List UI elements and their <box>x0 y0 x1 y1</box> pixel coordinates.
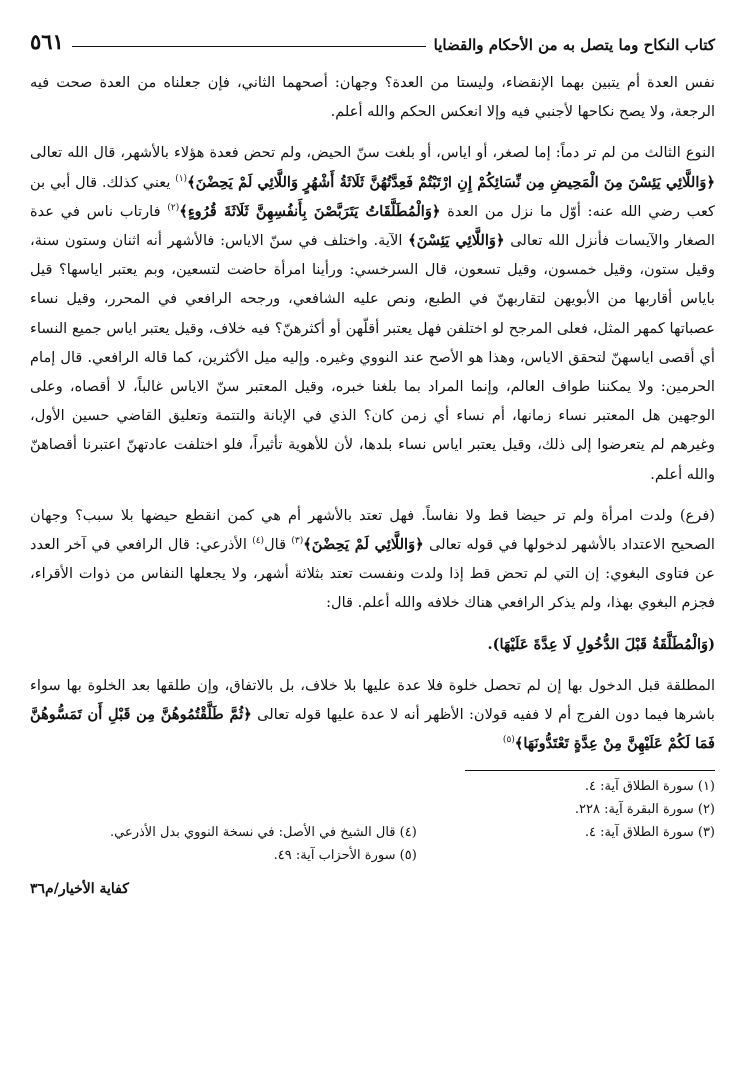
footnote-ref: (٤) <box>252 536 265 547</box>
paragraph <box>30 68 715 126</box>
body-text: الآية. واختلف في سنّ الاياس: فالأشهر أنه اثنان وستون سنة، وقيل ستون، وقيل خمسون، وقيل تسعون، قال السرخسي: ورأينا امرأة حاضت لتسعين، وبم يعتبر اياسها؟ قيل باياس أقاربها من الأبويهن لتقاربهنّ في الطبع، ونص عليه الشافعي، ورجحه الرافعي في المحرر، وقيل نساء عصباتها كمهر المثل، فعلى المرجح لو اختلفن فهل يعتبر أقلّهن أو أكثرهنّ؟ فيه خلاف، وقيل يعتبر اياس جميع النساء أي أقصى اياسهنّ لتحقق الاياس، وهذا هو الأصح عند النووي وغيره. وإليه ميل الأكثرين، كما قاله الرافعي. قال إمام الحرمين: ولا يمكننا طواف العالم، وإنما المراد بما بلغنا خبره، وقيل المعتبر سنّ الاياس غالباً، لا أقصاه، وعلى الوجهين هل المعتبر نساء زمانها، أم نساء أي زمن كان؟ الذي في الإبانة والتتمة وتعليق القاضي حسين الأول، وغيرهم لم يتعرضوا إلى ذلك، وقيل يعتبر اياس نساء بلدها، لأن للأهوية تأثيراً، فلو اختلفت عادتهنّ اعتبرنا أقصاهنّ والله أعلم. <box>30 232 715 483</box>
paragraph <box>30 671 715 759</box>
footnotes <box>30 775 715 867</box>
footnote-ref: (٥) <box>502 735 515 746</box>
footnote-ref: (٢) <box>167 202 180 213</box>
book-page <box>30 28 715 897</box>
body-text: النوع الثالث من لم تر دماً: إما لصغر، أو اياس، أو بلغت سنّ الحيض، ولم تحض فعدة هؤلاء بالأشهر، قال الله تعالى <box>30 144 715 162</box>
footnotes-left-column <box>110 821 417 867</box>
paragraph <box>30 630 715 659</box>
book-signature: كفاية الأخيار/م٣٦ <box>30 881 129 898</box>
footnote-ref: (١) <box>175 173 188 184</box>
running-header <box>30 28 715 54</box>
quran-verse: ﴿وَاللَّائِي يَئِسْنَ﴾ <box>408 232 505 250</box>
footnotes-right-column <box>575 775 715 867</box>
header-rule <box>72 46 426 47</box>
page-body <box>30 68 715 758</box>
body-text: قال <box>264 536 292 554</box>
body-text: يعني كذلك. قال أبي بن كعب رضي الله عنه: أوّل ما نزل من العدة <box>30 173 716 220</box>
quran-verse: (وَالْمُطَلَّقَةُ قَبْلَ الدُّخُولِ لَا عِدَّةَ عَلَيْهَا). <box>487 635 715 653</box>
body-text: المطلقة قبل الدخول بها إن لم تحصل خلوة فلا عدة عليها بلا خلاف، بل بالاتفاق، وإن طلقها بعد الخلوة بها سواء باشرها فيما دون الفرج أم لا ففيه قولان: الأظهر أنه لا عدة عليها قوله تعالى <box>30 676 715 724</box>
footnote-1: (١) سورة الطلاق آية: ٤. <box>584 779 715 795</box>
footnote-2: (٢) سورة البقرة آية: ٢٢٨. <box>574 802 715 818</box>
quran-verse: ﴿وَالْمُطَلَّقَاتُ يَتَرَبَّصْنَ بِأَنفُسِهِنَّ ثَلَاثَةَ قُرُوءٍ﴾ <box>179 202 441 220</box>
footnote-3: (٣) سورة الطلاق آية: ٤. <box>584 825 715 841</box>
header-title: كتاب النكاح وما يتصل به من الأحكام والقضايا <box>433 36 715 54</box>
page-number: ٥٦١ <box>30 29 64 54</box>
quran-verse: ﴿وَاللَّائِي لَمْ يَحِضْنَ﴾ <box>303 536 424 554</box>
footnote-ref: (٣) <box>291 536 304 547</box>
body-text: الأذرعي: قال الرافعي في آخر العدد عن فتاوى البغوي: إن التي لم تحض قط إذا ولدت ونفست تعتد بثلاثة أشهر، ولا يجعلها النفاس من ذوات الأقراء، فجزم البغوي بهذا، ولم يذكر الرافعي هناك خلافه والله أعلم. قال: <box>30 536 715 612</box>
body-text: نفس العدة أم يتبين بهما الإنقضاء، وليستا من العدة؟ وجهان: أصحهما الثاني، فإن جعلناه من العدة صحت فيه الرجعة، ولا يصح نكاحها لأجنبي فيه وإلا انعكس الحكم والله أعلم. <box>30 74 715 121</box>
quran-verse: ﴿ثُمَّ طَلَّقْتُمُوهُنَّ مِن قَبْلِ أَن تَمَسُّوهُنَّ فَمَا لَكُمْ عَلَيْهِنَّ مِنْ عِدَّةٍ تَعْتَدُّونَهَا﴾ <box>30 706 715 753</box>
footnote-4: (٤) قال الشيخ في الأصل: في نسخة النووي بدل الأذرعي. <box>110 825 417 841</box>
footnote-separator <box>465 770 715 771</box>
paragraph <box>30 138 715 488</box>
body-text: فارتاب ناس في عدة الصغار والآيسات فأنزل الله تعالى <box>30 202 715 250</box>
body-text: (فرع) ولدت امرأة ولم تر حيضا قط ولا نفاساً. فهل تعتد بالأشهر أم هي كمن انقطع حيضها بلا سبب؟ وجهان الصحيح الاعتداد بالأشهر لدخولها في قوله تعالى <box>30 506 715 554</box>
footnote-5: (٥) سورة الأحزاب آية: ٤٩. <box>273 848 417 864</box>
paragraph <box>30 501 715 618</box>
quran-verse: ﴿وَاللَّائِي يَئِسْنَ مِنَ الْمَحِيضِ مِن نِّسَائِكُمْ إِنِ ارْتَبْتُمْ فَعِدَّتُهُنَّ ثَلَاثَةُ أَشْهُرٍ وَاللَّائِي لَمْ يَحِضْنَ﴾ <box>187 173 715 191</box>
